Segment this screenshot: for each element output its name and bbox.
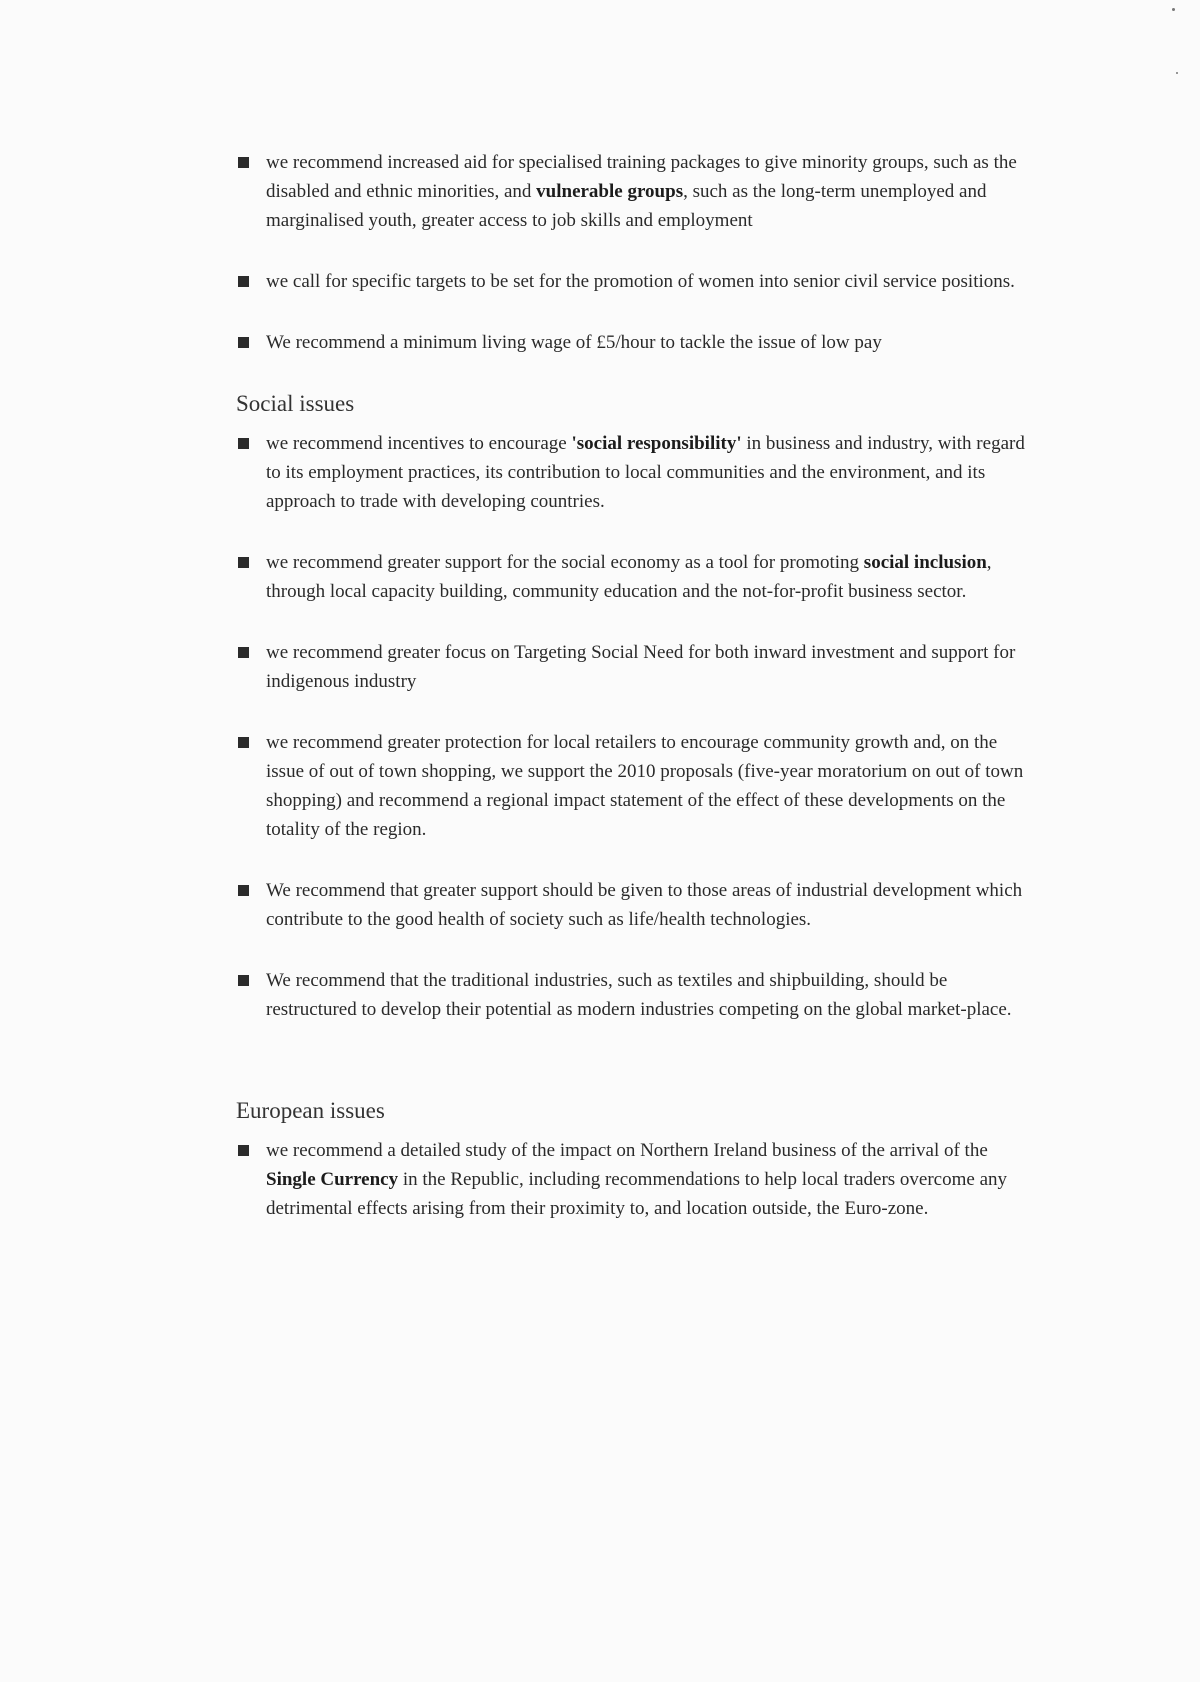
bullet-item <box>236 148 1026 235</box>
bullet-text: We recommend that the traditional industries, such as textiles and shipbuilding, should be restructured to develop their potential as modern industries competing on the global market-place. <box>266 970 1012 1020</box>
square-bullet-icon <box>238 438 249 449</box>
document-content <box>236 148 1026 1255</box>
employment-list <box>236 148 1026 357</box>
scan-speck <box>1176 72 1178 74</box>
bullet-text: in the Republic, including recommendations to help local traders overcome any detrimental effects arising from their proximity to, and location outside, the Euro-zone. <box>266 1169 1007 1219</box>
bullet-text: we recommend greater focus on Targeting Social Need for both inward investment and support for indigenous industry <box>266 642 1016 692</box>
square-bullet-icon <box>238 337 249 348</box>
bullet-item <box>236 267 1026 296</box>
bullet-item <box>236 876 1026 934</box>
european-issues-section <box>236 1096 1026 1223</box>
bold-term: social inclusion <box>863 552 987 573</box>
square-bullet-icon <box>238 885 249 896</box>
bold-term: 'social responsibility' <box>571 433 742 454</box>
bullet-text: we recommend greater protection for local retailers to encourage community growth and, on the issue of out of town shopping, we support the 2010 proposals (five-year moratorium on out of town shopping) and recommend a regional impact statement of the effect of these developments on the totality of the region. <box>266 732 1024 840</box>
bullet-item <box>236 728 1026 844</box>
bullet-item <box>236 548 1026 606</box>
bullet-item <box>236 1136 1026 1223</box>
bullet-item <box>236 429 1026 516</box>
square-bullet-icon <box>238 975 249 986</box>
bullet-text: we recommend incentives to encourage <box>266 433 572 454</box>
square-bullet-icon <box>238 157 249 168</box>
bullet-text: we recommend increased aid for specialised training packages to give minority groups, such as the disabled and ethnic minorities, and <box>266 152 1017 202</box>
bullet-text: we recommend greater support for the social economy as a tool for promoting <box>266 552 864 573</box>
european-issues-list <box>236 1136 1026 1223</box>
employment-section <box>236 148 1026 357</box>
scan-speck <box>1172 8 1175 11</box>
bold-term: Single Currency <box>266 1169 399 1190</box>
bullet-text: We recommend that greater support should be given to those areas of industrial development which contribute to the good health of society such as life/health technologies. <box>266 880 1023 930</box>
social-issues-heading: Social issues <box>236 391 355 416</box>
bullet-item <box>236 328 1026 357</box>
square-bullet-icon <box>238 557 249 568</box>
bullet-text: We recommend a minimum living wage of £5/hour to tackle the issue of low pay <box>266 332 882 353</box>
square-bullet-icon <box>238 737 249 748</box>
square-bullet-icon <box>238 276 249 287</box>
bold-term: vulnerable groups <box>536 181 684 202</box>
bullet-item <box>236 638 1026 696</box>
square-bullet-icon <box>238 1145 249 1156</box>
bullet-item <box>236 966 1026 1024</box>
social-issues-list <box>236 429 1026 1024</box>
bullet-text: , such as the long-term unemployed and marginalised youth, greater access to job skills and employment <box>266 181 987 231</box>
european-issues-heading: European issues <box>236 1098 385 1123</box>
social-issues-section <box>236 389 1026 1024</box>
bullet-text: we recommend a detailed study of the impact on Northern Ireland business of the arrival of the <box>266 1140 988 1161</box>
bullet-text: , through local capacity building, community education and the not-for-profit business sector. <box>266 552 992 602</box>
bullet-text: we call for specific targets to be set for the promotion of women into senior civil service positions. <box>266 271 1015 292</box>
square-bullet-icon <box>238 647 249 658</box>
bullet-text: in business and industry, with regard to its employment practices, its contribution to local communities and the environment, and its approach to trade with developing countries. <box>266 433 1025 512</box>
